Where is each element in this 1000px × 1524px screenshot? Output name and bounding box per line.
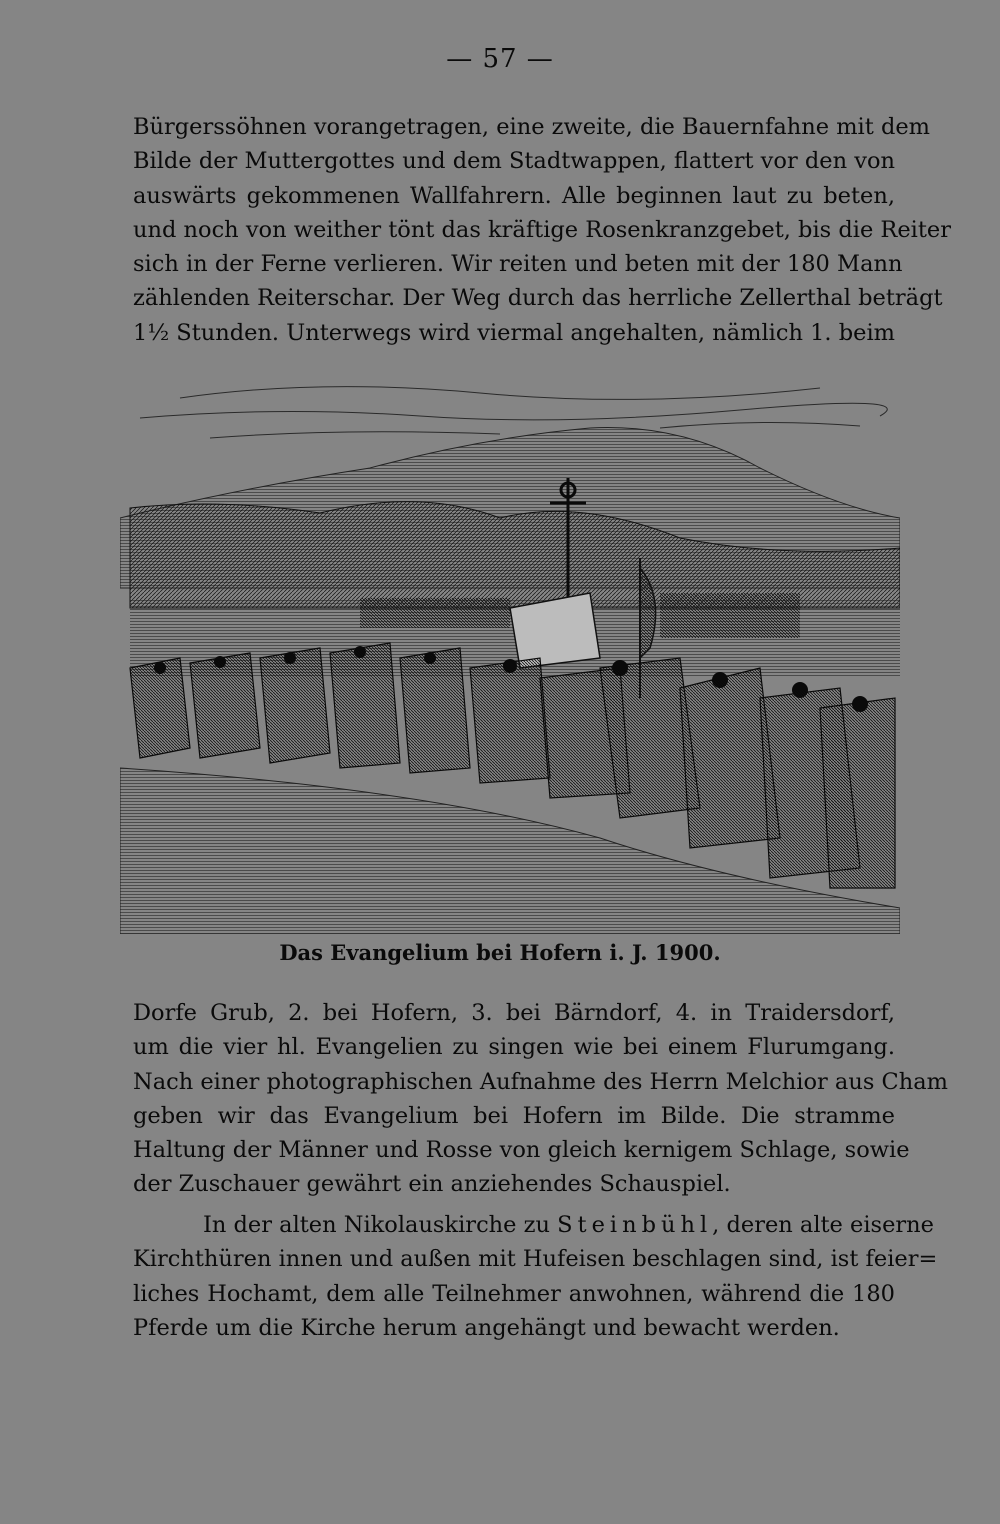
sky-clouds <box>140 387 887 438</box>
engraving-illustration <box>120 368 900 934</box>
text-line: um die vier hl. Evangelien zu singen wie bei einem Flurumgang. <box>133 1034 895 1061</box>
text-fragment: In der alten Nikolauskirche zu <box>203 1212 558 1238</box>
text-line: Dorfe Grub, 2. bei Hofern, 3. bei Bärndorf, 4. in Traidersdorf, <box>133 1000 895 1026</box>
text-line: Bilde der Muttergottes und dem Stadtwappen, flattert vor den von <box>133 148 895 175</box>
text-line: zählenden Reiterschar. Der Weg durch das herrliche Zellerthal beträgt <box>133 285 943 312</box>
paragraph-top <box>133 110 951 350</box>
text-line: Kirchthüren innen und außen mit Hufeisen beschlagen sind, ist feier= <box>133 1246 938 1273</box>
text-line: Bürgerssöhnen vorangetragen, eine zweite, die Bauernfahne mit dem <box>133 114 930 140</box>
text-line <box>133 1208 934 1242</box>
figure-caption: Das Evangelium bei Hofern i. J. 1900. <box>279 940 721 965</box>
text-line: der Zuschauer gewährt ein anziehendes Schauspiel. <box>133 1171 731 1198</box>
text-line: auswärts gekommenen Wallfahrern. Alle beginnen laut zu beten, <box>133 182 895 209</box>
text-line: sich in der Ferne verlieren. Wir reiten und beten mit der 180 Mann <box>133 251 903 278</box>
engraving-image <box>120 368 900 934</box>
text-line: Nach einer photographischen Aufnahme des Herrn Melchior aus Cham <box>133 1068 948 1095</box>
text-line: 1½ Stunden. Unterwegs wird viermal angehalten, nämlich 1. beim <box>133 319 895 346</box>
text-line: und noch von weither tönt das kräftige Rosenkranzgebet, bis die Reiter <box>133 216 951 243</box>
paragraph-middle <box>133 996 948 1202</box>
text-line: liches Hochamt, dem alle Teilnehmer anwohnen, während die 180 <box>133 1280 895 1307</box>
text-line: Pferde um die Kirche herum angehängt und bewacht werden. <box>133 1314 840 1341</box>
page-number: — 57 — <box>446 44 554 74</box>
text-fragment: , deren alte eiserne <box>712 1212 934 1238</box>
paragraph-end <box>133 1208 938 1345</box>
place-name-spaced: Steinbühl <box>557 1212 713 1238</box>
text-line: Haltung der Männer und Rosse von gleich kernigem Schlage, sowie <box>133 1137 910 1164</box>
text-line: geben wir das Evangelium bei Hofern im Bilde. Die stramme <box>133 1102 895 1129</box>
